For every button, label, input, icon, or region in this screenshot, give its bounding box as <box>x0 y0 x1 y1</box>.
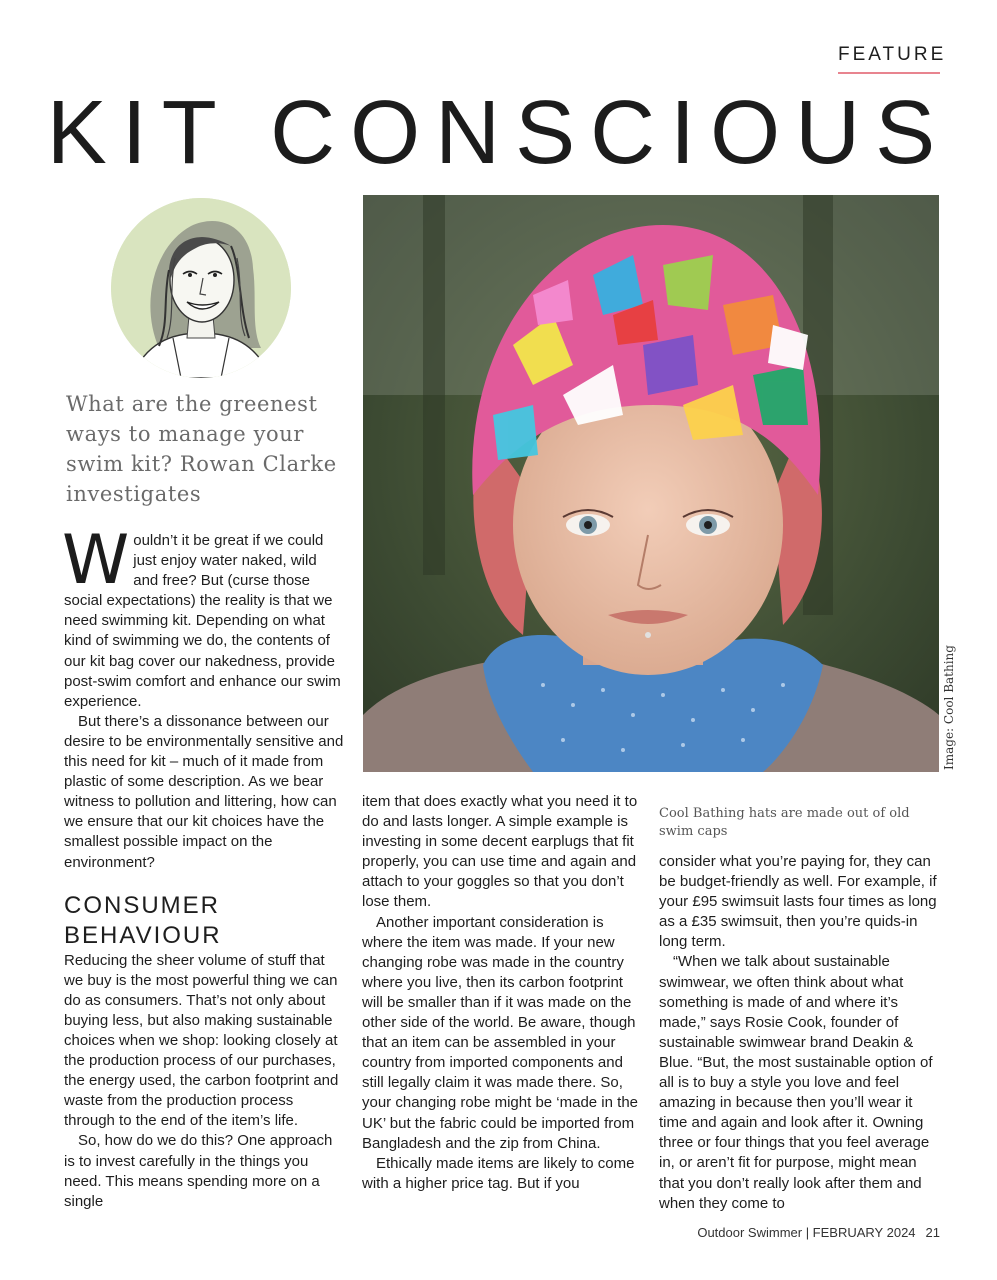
headline: KIT CONSCIOUS <box>46 83 951 183</box>
page-footer <box>600 1225 940 1240</box>
page-number: 21 <box>925 1225 940 1240</box>
article-column-2 <box>362 792 642 1194</box>
paragraph: Ethically made items are likely to come with a higher price tag. But if you <box>362 1154 635 1192</box>
photo-credit: Image: Cool Bathing <box>942 645 956 770</box>
paragraph-text: ouldn’t it be great if we could just enjoy water naked, wild and free? But (curse those social expectations) the reality is that we need swimming kit. Depending on what kind of swimming we do, the contents of our kit bag cover our nakedness, provide post-swim comfort and enhance our swim experience. <box>64 532 341 710</box>
feature-photo <box>363 195 939 772</box>
article-column-1 <box>62 521 344 1212</box>
section-label: FEATURE <box>838 44 947 65</box>
paragraph: “When we talk about sustainable swimwear, we often think about what something is made of and where it’s made,” says Rosie Cook, founder of sustainable swimwear brand Deakin & Blue. “But, the most sustainable option of all is to buy a style you love and feel amazing in because then you’ll wear it time and again and look after it. Owning three or four things that you feel average in, or aren’t fit for purpose, might mean that you don’t really look after them and when they come to <box>659 953 933 1212</box>
publication-issue: Outdoor Swimmer | FEBRUARY 2024 <box>697 1225 916 1240</box>
subheading: CONSUMER BEHAVIOUR <box>64 891 222 949</box>
section-label-underline <box>838 72 940 74</box>
paragraph: So, how do we do this? One approach is to invest carefully in the things you need. This means spending more on a single <box>64 1132 333 1210</box>
photo-caption: Cool Bathing hats are made out of old swim caps <box>659 806 910 839</box>
article-column-3 <box>659 852 939 1214</box>
paragraph: item that does exactly what you need it to do and lasts longer. A simple example is investing in some decent earplugs that fit properly, you can use time and again and attach to your goggles so that you don’t lose them. <box>362 793 638 911</box>
author-portrait-illustration <box>111 198 291 378</box>
paragraph: But there’s a dissonance between our desire to be environmentally sensitive and this need for kit – much of it made from plastic of some description. As we bear witness to pollution and littering, how can we ensure that our kit choices have the smallest possible impact on the environment? <box>64 712 344 871</box>
paragraph: consider what you’re paying for, they can be budget-friendly as well. For example, if your £95 swimsuit lasts four times as long as a £35 swimsuit, then you’re quids-in long term. <box>659 853 937 951</box>
photo-swim-cap-portrait <box>363 195 939 772</box>
paragraph <box>62 521 344 712</box>
paragraph: Another important consideration is where the item was made. If your new changing robe was made in the country where you live, then its carbon footprint will be smaller than if it was made on the other side of the world. Be aware, though that an item can be assembled in your country from imported components and still legally claim it was made there. So, your changing robe might be ‘made in the UK’ but the fabric could be imported from Bangladesh and the zip from China. <box>362 913 639 1152</box>
author-portrait <box>111 198 291 378</box>
paragraph: Reducing the sheer volume of stuff that we buy is the most powerful thing we can do as consumers. That’s not only about buying less, but also making sustainable choices when we shop: looking closely at the production process of our purchases, the energy used, the carbon footprint and waste from the production process through to the end of the item’s life. <box>64 951 339 1130</box>
drop-cap: W <box>62 521 130 600</box>
standfirst: What are the greenest ways to manage your swim kit? Rowan Clarke investigates <box>66 392 337 506</box>
